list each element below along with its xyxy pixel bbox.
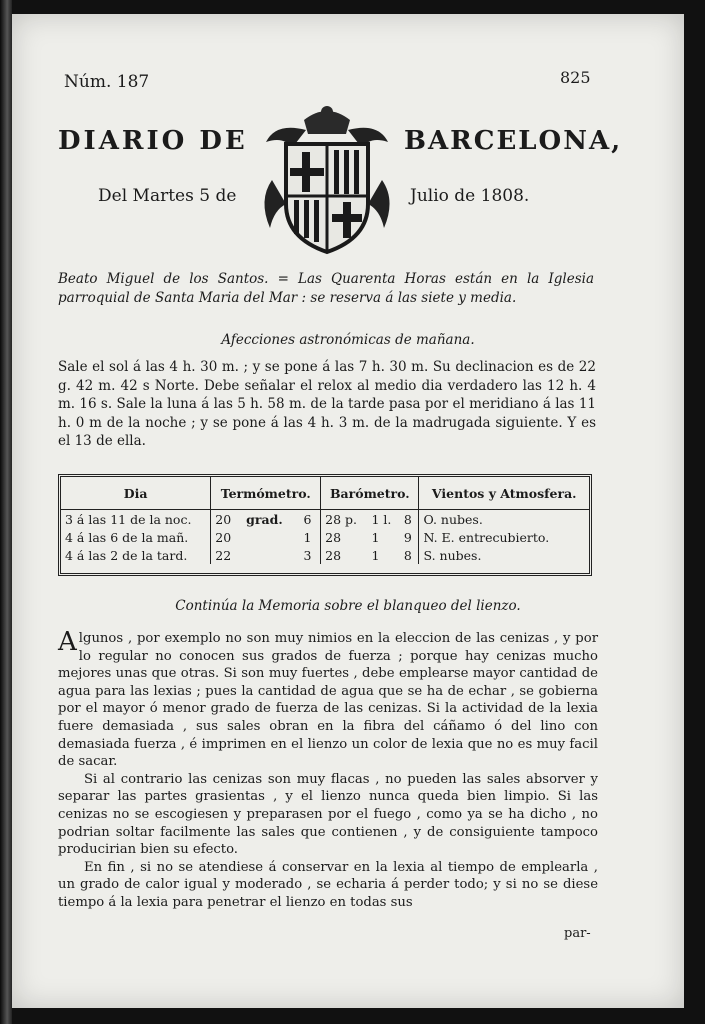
- catchword: par-: [564, 926, 591, 941]
- cell-wind: N. E. entrecubierto.: [423, 529, 550, 545]
- cell-temp-frac: 1: [299, 528, 320, 546]
- cell-dia: 4 á las 2 de la tard.: [61, 546, 211, 564]
- astronomy-heading: Afecciones astronómicas de mañana.: [221, 332, 475, 348]
- cell-temp-frac: 3: [299, 546, 320, 564]
- cell-temp-unit: [242, 528, 299, 546]
- cell-wind: S. nubes.: [423, 547, 482, 563]
- date-line-left: Del Martes 5 de: [98, 186, 237, 206]
- saints-of-the-day: Beato Miguel de los Santos. = Las Quarenta Horas están en la Iglesia parroquial de Santa Maria del Mar : se reserva á las siete y media.: [58, 271, 594, 306]
- table-row: [61, 546, 589, 564]
- masthead-title-right: BARCELONA,: [404, 126, 623, 156]
- cell-temp-frac: 6: [299, 510, 320, 529]
- header-barometro: Barómetro.: [321, 477, 419, 510]
- cell-baro-l: 1: [371, 547, 380, 563]
- issue-number: Núm. 187: [64, 72, 150, 92]
- paragraph-text: lgunos , por exemplo no son muy nimios en la eleccion de las cenizas , y por lo regular no conocen sus grados de fuerza ; porque hay cenizas mucho mejores unas que otras. Si son muy fuertes , debe emplearse mayor cantidad de agua para las lexias ; pues la cantidad de agua que se ha de echar , se gobierna por el mayor ó menor grado de fuerza de las cenizas. Si la actividad de la lexia fuere demasiada , sus sales obran en la fibra del cáñamo ó del lino con demasiada fuerza , é imprimen en el lienzo un color de lexia que no es muy facil de sacar.: [58, 631, 598, 770]
- coat-of-arms-icon: [256, 100, 398, 258]
- cell-dia: 3 á las 11 de la noc.: [61, 510, 211, 529]
- memoria-article: [58, 627, 598, 912]
- header-termometro: Termómetro.: [211, 477, 321, 510]
- newspaper-page: [12, 14, 684, 1008]
- drop-cap: A: [58, 627, 77, 657]
- paragraph: Si al contrario las cenizas son muy flacas , no pueden las sales absorver y separar las partes grasientas , y el lienzo nunca queda bien limpio. Si las cenizas no se escogiesen y preparasen por el fuego , como ya se ha dicho , no podrian soltar facilmente las sales que contienen , y de consiguiente tampoco producirian bien su efecto.: [58, 771, 598, 858]
- cell-baro-l: 1 l.: [371, 511, 392, 527]
- book-spine: [0, 0, 12, 1024]
- table-row: [61, 510, 589, 529]
- cell-temp: 20: [215, 511, 232, 527]
- header-vientos: Vientos y Atmosfera.: [419, 477, 589, 510]
- cell-temp: 20: [215, 529, 232, 545]
- memoria-heading: Continúa la Memoria sobre el blanqueo del lienzo.: [175, 598, 521, 614]
- paragraph: [58, 627, 598, 771]
- table-row: [61, 528, 589, 546]
- cell-baro-p: 28 p.: [325, 511, 357, 527]
- page-number: 825: [560, 68, 591, 87]
- cell-baro-l: 1: [371, 529, 380, 545]
- paragraph: En fin , si no se atendiese á conservar en la lexia al tiempo de emplearla , un grado de calor igual y moderado , se echaria á perder todo; y si no se diese tiempo á la lexia para penetrar el lienzo en todas sus: [58, 859, 598, 910]
- masthead-title-left: DIARIO DE: [58, 126, 248, 156]
- cell-baro-frac: 8: [400, 510, 419, 529]
- cell-baro-frac: 9: [400, 528, 419, 546]
- cell-temp-unit: grad.: [246, 511, 283, 527]
- cell-dia: 4 á las 6 de la mañ.: [61, 528, 211, 546]
- cell-wind: O. nubes.: [423, 511, 483, 527]
- cell-temp-unit: [242, 546, 299, 564]
- header-dia: Dia: [61, 477, 211, 510]
- astronomy-text: Sale el sol á las 4 h. 30 m. ; y se pone á las 7 h. 30 m. Su declinacion es de 22 g. 42 m. 42 s Norte. Debe señalar el relox al medio dia verdadero las 12 h. 4 m. 16 s. Sale la luna á las 5 h. 58 m. de la tarde pasa por el meridiano á las 11 h. 0 m de la noche ; y se pone á las 4 h. 3 m. de la madrugada siguiente. Y es el 13 de ella.: [58, 359, 596, 449]
- cell-baro-p: 28: [325, 547, 342, 563]
- cell-baro-frac: 8: [400, 546, 419, 564]
- weather-table: [58, 474, 592, 576]
- date-line-right: Julio de 1808.: [410, 186, 530, 206]
- cell-temp: 22: [215, 547, 232, 563]
- cell-baro-p: 28: [325, 529, 342, 545]
